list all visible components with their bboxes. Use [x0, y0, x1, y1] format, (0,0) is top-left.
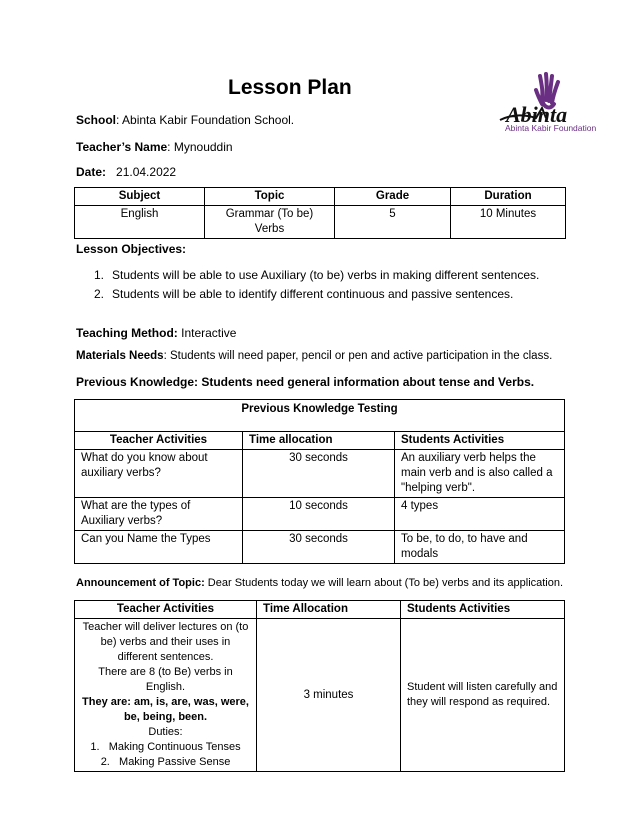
date-value: 21.04.2022: [116, 165, 177, 179]
pk-students-cell: To be, to do, to have and modals: [395, 531, 565, 564]
objective-item: 2. Students will be able to identify different continuous and passive sentences.: [94, 287, 514, 301]
activity-header-students: Students Activities: [401, 601, 565, 619]
teaching-method-line: [76, 326, 236, 340]
info-grade: 5: [335, 206, 451, 239]
pk-time-cell: 30 seconds: [243, 531, 395, 564]
previous-knowledge-table: [74, 399, 565, 564]
info-header-row: [75, 188, 566, 206]
objectives-heading-text: Lesson Objectives:: [76, 242, 187, 256]
activity-teacher-duties: Duties:: [148, 726, 183, 738]
lesson-info-table: [74, 187, 566, 239]
info-subject: English: [75, 206, 205, 239]
activity-teacher-cell: [75, 619, 257, 772]
announcement-line: [76, 577, 563, 589]
school-value: Abinta Kabir Foundation School.: [122, 113, 295, 127]
date-line: [76, 165, 176, 179]
teacher-label: Teacher’s Name: [76, 140, 168, 154]
activity-header-time: Time Allocation: [257, 601, 401, 619]
teaching-method-label: Teaching Method:: [76, 326, 178, 340]
info-header-duration: Duration: [451, 188, 566, 206]
objective-text: Students will be able to identify different continuous and passive sentences.: [112, 287, 514, 301]
previous-knowledge-line: [76, 375, 534, 389]
pk-table-title: Previous Knowledge Testing: [75, 400, 565, 432]
activity-table: [74, 600, 565, 772]
duty-text: Making Continuous Tenses: [108, 741, 241, 753]
materials-label: Materials Needs: [76, 350, 164, 362]
pk-header-teacher: Teacher Activities: [75, 432, 243, 450]
activity-header-teacher: Teacher Activities: [75, 601, 257, 619]
list-item: 2. Making Passive Sense: [100, 756, 231, 768]
table-row: [75, 531, 565, 564]
info-topic: Grammar (To be) Verbs: [205, 206, 335, 239]
activity-teacher-verbs: They are: am, is, are, was, were, be, being, been.: [82, 696, 249, 723]
previous-knowledge-text: Previous Knowledge: Students need general information about tense and Verbs.: [76, 375, 535, 389]
pk-students-cell: An auxiliary verb helps the main verb and is also called a "helping verb".: [395, 450, 565, 498]
school-label: School: [76, 113, 117, 127]
teacher-value: Mynouddin: [173, 140, 233, 154]
pk-title-row: [75, 400, 565, 432]
pk-teacher-cell: What do you know about auxiliary verbs?: [75, 450, 243, 498]
pk-students-cell: 4 types: [395, 498, 565, 531]
date-label: Date:: [76, 165, 107, 179]
svg-text:Abinta: Abinta: [506, 102, 568, 127]
announcement-label: Announcement of Topic:: [76, 577, 205, 589]
pk-time-cell: 10 seconds: [243, 498, 395, 531]
objectives-list: [94, 268, 539, 306]
page-title: Lesson Plan: [228, 76, 352, 99]
pk-header-students: Students Activities: [395, 432, 565, 450]
activity-students-cell: Student will listen carefully and they will respond as required.: [401, 619, 565, 772]
info-header-grade: Grade: [335, 188, 451, 206]
table-row: [75, 498, 565, 531]
logo-subtitle: Abinta Kabir Foundation: [505, 123, 597, 133]
info-header-topic: Topic: [205, 188, 335, 206]
duty-text: Making Passive Sense: [119, 756, 231, 768]
info-duration: 10 Minutes: [451, 206, 566, 239]
pk-header-time: Time allocation: [243, 432, 395, 450]
list-item: 1. Making Continuous Tenses: [90, 741, 241, 753]
activity-time-cell: 3 minutes: [257, 619, 401, 772]
teacher-line: Teacher’s Name: Mynouddin: [76, 140, 233, 154]
objectives-heading: [76, 242, 186, 256]
school-line: School: Abinta Kabir Foundation School.: [76, 113, 295, 127]
announcement-value: Dear Students today we will learn about (To be) verbs and its application.: [207, 577, 564, 589]
info-row: [75, 206, 566, 239]
objective-text: Students will be able to use Auxiliary (to be) verbs in making different sentences.: [112, 268, 540, 282]
teaching-method-value: Interactive: [181, 326, 237, 340]
pk-teacher-cell: Can you Name the Types: [75, 531, 243, 564]
activity-header-row: [75, 601, 565, 619]
objective-item: 1. Students will be able to use Auxiliary (to be) verbs in making different sentences.: [94, 268, 540, 282]
pk-header-row: [75, 432, 565, 450]
info-header-subject: Subject: [75, 188, 205, 206]
activity-teacher-count: There are 8 (to Be) verbs in English.: [98, 666, 233, 693]
table-row: [75, 619, 565, 772]
table-row: [75, 450, 565, 498]
materials-line: [76, 350, 552, 362]
pk-teacher-cell: What are the types of Auxiliary verbs?: [75, 498, 243, 531]
activity-teacher-lecture: Teacher will deliver lectures on (to be) verbs and their uses in different sentences.: [82, 621, 249, 663]
pk-time-cell: 30 seconds: [243, 450, 395, 498]
materials-value: : Students will need paper, pencil or pen and active participation in the class.: [163, 350, 553, 362]
